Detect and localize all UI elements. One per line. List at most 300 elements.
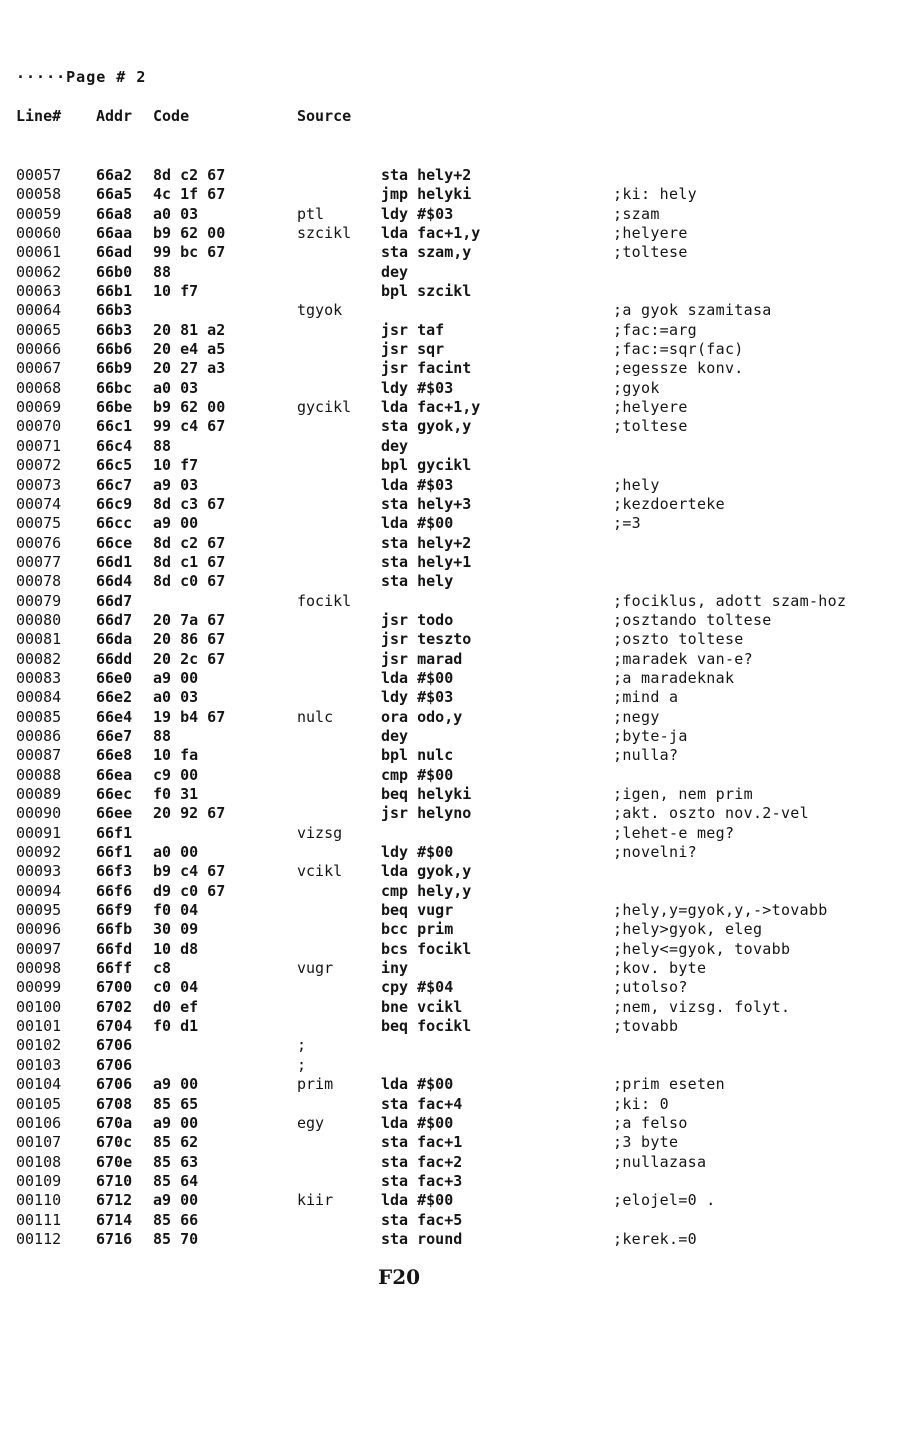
line-number: 00071	[16, 436, 62, 455]
source-instruction: sta fac+4	[381, 1094, 463, 1113]
line-number: 00099	[16, 978, 62, 997]
line-number: 00102	[16, 1036, 62, 1055]
line-number: 00110	[16, 1191, 62, 1210]
listing-row	[0, 379, 900, 398]
line-number: 00096	[16, 920, 62, 939]
address: 66ad	[96, 243, 133, 262]
machine-code: 20 92 67	[153, 804, 226, 823]
line-number: 00070	[16, 417, 62, 436]
line-number: 00085	[16, 707, 62, 726]
line-number: 00075	[16, 514, 62, 533]
address: 66e4	[96, 707, 133, 726]
listing-row	[0, 727, 900, 746]
source-instruction: lda fac+1,y	[381, 224, 481, 243]
address: 6710	[96, 1171, 133, 1190]
source-comment: ;osztando toltese	[613, 610, 772, 629]
source-comment: ;3 byte	[613, 1133, 679, 1152]
address: 66e7	[96, 726, 133, 745]
source-instruction: lda #$00	[381, 1191, 454, 1210]
machine-code: a0 00	[153, 843, 199, 862]
line-number: 00109	[16, 1171, 62, 1190]
machine-code: 85 64	[153, 1171, 199, 1190]
address: 66f6	[96, 881, 133, 900]
address: 66f1	[96, 823, 133, 842]
listing-row	[0, 804, 900, 823]
source-comment: ;kerek.=0	[613, 1229, 697, 1248]
listing-row	[0, 1172, 900, 1191]
assembly-listing	[0, 166, 900, 1249]
source-comment: ;igen, nem prim	[613, 785, 753, 803]
listing-row	[0, 224, 900, 243]
address: 66bc	[96, 378, 133, 397]
machine-code: 30 09	[153, 920, 199, 939]
line-number: 00067	[16, 359, 62, 378]
source-instruction: jsr taf	[381, 320, 445, 339]
listing-row	[0, 882, 900, 901]
source-comment: ;utolso?	[613, 978, 688, 997]
source-instruction: ora odo,y	[381, 707, 463, 726]
address: 66c5	[96, 456, 133, 475]
listing-row	[0, 340, 900, 359]
source-instruction: sta szam,y	[381, 243, 472, 262]
listing-row	[0, 572, 900, 591]
listing-row	[0, 843, 900, 862]
listing-row	[0, 650, 900, 669]
address: 6706	[96, 1055, 133, 1074]
machine-code: c9 00	[153, 765, 199, 784]
listing-row	[0, 1211, 900, 1230]
source-comment: ;hely>gyok, eleg	[613, 920, 763, 939]
source-comment: ;szam	[613, 204, 660, 223]
source-label: focikl	[297, 591, 352, 610]
address: 6714	[96, 1210, 133, 1229]
machine-code: 10 f7	[153, 282, 199, 301]
listing-row	[0, 959, 900, 978]
source-instruction: jsr sqr	[381, 340, 445, 359]
address: 66ee	[96, 804, 133, 823]
listing-row	[0, 1230, 900, 1249]
listing-row	[0, 1017, 900, 1036]
source-instruction: lda #$00	[381, 668, 454, 687]
line-number: 00104	[16, 1075, 62, 1094]
listing-row	[0, 359, 900, 378]
machine-code: 85 62	[153, 1133, 199, 1152]
listing-row	[0, 920, 900, 939]
machine-code: 99 bc 67	[153, 243, 226, 262]
source-instruction: bcc prim	[381, 920, 454, 939]
machine-code: b9 62 00	[153, 398, 226, 417]
line-number: 00086	[16, 726, 62, 745]
address: 66b1	[96, 282, 133, 301]
page-header: ·····Page # 2	[16, 68, 147, 86]
line-number: 00092	[16, 843, 62, 862]
source-label: prim	[297, 1075, 334, 1094]
listing-row	[0, 785, 900, 804]
source-label: ;	[297, 1036, 307, 1055]
machine-code: 85 66	[153, 1210, 199, 1229]
address: 66b3	[96, 301, 133, 320]
line-number: 00073	[16, 475, 62, 494]
column-header-source: Source	[297, 107, 352, 125]
source-instruction: sta fac+3	[381, 1171, 463, 1190]
source-comment: ;=3	[613, 514, 641, 533]
listing-row	[0, 553, 900, 572]
source-comment: ;novelni?	[613, 843, 697, 862]
address: 66da	[96, 630, 133, 649]
machine-code: 20 2c 67	[153, 649, 226, 668]
line-number: 00094	[16, 881, 62, 900]
listing-row	[0, 263, 900, 282]
source-comment: ;gyok	[613, 378, 660, 397]
address: 66d4	[96, 572, 133, 591]
source-comment: ;kezdoerteke	[613, 494, 725, 513]
source-comment: ;ki: hely	[613, 185, 697, 204]
line-number: 00106	[16, 1113, 62, 1132]
source-comment: ;kov. byte	[613, 959, 707, 978]
address: 66b0	[96, 262, 133, 281]
address: 66f9	[96, 901, 133, 920]
listing-row	[0, 1191, 900, 1210]
source-instruction: jsr teszto	[381, 630, 472, 649]
source-instruction: beq focikl	[381, 1017, 472, 1036]
address: 66b3	[96, 320, 133, 339]
machine-code: 10 d8	[153, 939, 199, 958]
machine-code: 99 c4 67	[153, 417, 226, 436]
listing-row	[0, 611, 900, 630]
source-comment: ;hely<=gyok, tovabb	[613, 939, 791, 958]
machine-code: c8	[153, 959, 172, 978]
machine-code: 8d c3 67	[153, 494, 226, 513]
source-comment: ;helyere	[613, 224, 688, 243]
line-number: 00066	[16, 340, 62, 359]
source-label: vizsg	[297, 823, 343, 842]
source-comment: ;egessze konv.	[613, 359, 744, 378]
address: 66c9	[96, 494, 133, 513]
machine-code: 88	[153, 262, 172, 281]
source-instruction: bpl nulc	[381, 746, 454, 765]
source-comment: ;nem, vizsg. folyt.	[613, 997, 791, 1016]
listing-row	[0, 534, 900, 553]
line-number: 00064	[16, 301, 62, 320]
source-instruction: lda #$03	[381, 475, 454, 494]
line-number: 00111	[16, 1210, 62, 1229]
line-number: 00087	[16, 746, 62, 765]
source-comment: ;fac:=sqr(fac)	[613, 340, 744, 359]
source-instruction: sta hely	[381, 572, 454, 591]
line-number: 00079	[16, 591, 62, 610]
address: 66f3	[96, 862, 133, 881]
address: 66fb	[96, 920, 133, 939]
source-instruction: sta hely+2	[381, 533, 472, 552]
address: 66cc	[96, 514, 133, 533]
source-label: szcikl	[297, 224, 352, 243]
source-instruction: lda #$00	[381, 1075, 454, 1094]
line-number: 00077	[16, 552, 62, 571]
address: 6702	[96, 997, 133, 1016]
source-comment: ;a maradeknak	[613, 668, 735, 687]
source-label: kiir	[297, 1191, 334, 1210]
line-number: 00103	[16, 1055, 62, 1074]
listing-row	[0, 630, 900, 649]
line-number: 00069	[16, 398, 62, 417]
address: 66a5	[96, 185, 133, 204]
machine-code: 10 f7	[153, 456, 199, 475]
address: 66fd	[96, 939, 133, 958]
source-instruction: jmp helyki	[381, 185, 472, 204]
line-number: 00098	[16, 959, 62, 978]
machine-code: a9 00	[153, 514, 199, 533]
source-comment: ;mind a	[613, 688, 679, 707]
listing-row	[0, 978, 900, 997]
machine-code: a9 00	[153, 1113, 199, 1132]
source-label: nulc	[297, 707, 334, 726]
machine-code: 20 86 67	[153, 630, 226, 649]
machine-code: 85 70	[153, 1229, 199, 1248]
address: 66d7	[96, 591, 133, 610]
source-instruction: lda #$00	[381, 1113, 454, 1132]
address: 6704	[96, 1017, 133, 1036]
address: 66be	[96, 398, 133, 417]
source-instruction: beq vugr	[381, 901, 454, 920]
address: 66e2	[96, 688, 133, 707]
source-instruction: jsr facint	[381, 359, 472, 378]
address: 670a	[96, 1113, 133, 1132]
source-comment: ;prim eseten	[613, 1075, 725, 1094]
address: 6712	[96, 1191, 133, 1210]
line-number: 00101	[16, 1017, 62, 1036]
address: 670e	[96, 1152, 133, 1171]
listing-row	[0, 456, 900, 475]
address: 66ec	[96, 785, 133, 803]
source-instruction: sta fac+1	[381, 1133, 463, 1152]
line-number: 00108	[16, 1152, 62, 1171]
address: 66ff	[96, 959, 133, 978]
listing-row	[0, 998, 900, 1017]
source-instruction: cmp #$00	[381, 765, 454, 784]
source-comment: ;negy	[613, 707, 660, 726]
source-instruction: cpy #$04	[381, 978, 454, 997]
address: 66f1	[96, 843, 133, 862]
listing-row	[0, 205, 900, 224]
source-comment: ;nulla?	[613, 746, 679, 765]
line-number: 00060	[16, 224, 62, 243]
page-footer: F20	[378, 1265, 421, 1289]
machine-code: d0 ef	[153, 997, 199, 1016]
listing-row	[0, 495, 900, 514]
listing-row	[0, 766, 900, 785]
source-comment: ;byte-ja	[613, 726, 688, 745]
machine-code: 85 65	[153, 1094, 199, 1113]
machine-code: 20 e4 a5	[153, 340, 226, 359]
machine-code: a9 00	[153, 668, 199, 687]
listing-row	[0, 166, 900, 185]
listing-row	[0, 417, 900, 436]
column-header-addr: Addr	[96, 107, 133, 125]
source-instruction: lda #$00	[381, 514, 454, 533]
machine-code: 8d c1 67	[153, 552, 226, 571]
line-number: 00088	[16, 765, 62, 784]
machine-code: 19 b4 67	[153, 707, 226, 726]
listing-row	[0, 437, 900, 456]
source-label: vugr	[297, 959, 334, 978]
source-instruction: ldy #$00	[381, 843, 454, 862]
machine-code: 10 fa	[153, 746, 199, 765]
listing-row	[0, 514, 900, 533]
source-instruction: bne vcikl	[381, 997, 463, 1016]
listing-row	[0, 1153, 900, 1172]
source-instruction: sta fac+2	[381, 1152, 463, 1171]
listing-row	[0, 1075, 900, 1094]
address: 6708	[96, 1094, 133, 1113]
source-instruction: sta fac+5	[381, 1210, 463, 1229]
address: 66a2	[96, 166, 133, 184]
machine-code: b9 62 00	[153, 224, 226, 243]
listing-row	[0, 282, 900, 301]
source-instruction: sta gyok,y	[381, 417, 472, 436]
machine-code: 8d c2 67	[153, 166, 226, 184]
listing-row	[0, 398, 900, 417]
address: 66dd	[96, 649, 133, 668]
line-number: 00081	[16, 630, 62, 649]
address: 66a8	[96, 204, 133, 223]
line-number: 00091	[16, 823, 62, 842]
address: 66e8	[96, 746, 133, 765]
line-number: 00084	[16, 688, 62, 707]
source-comment: ;oszto toltese	[613, 630, 744, 649]
address: 66c4	[96, 436, 133, 455]
machine-code: f0 31	[153, 785, 199, 803]
line-number: 00090	[16, 804, 62, 823]
source-instruction: sta hely+1	[381, 552, 472, 571]
source-comment: ;fociklus, adott szam-hoz	[613, 591, 847, 610]
listing-row	[0, 708, 900, 727]
line-number: 00082	[16, 649, 62, 668]
source-instruction: jsr todo	[381, 610, 454, 629]
address: 66d1	[96, 552, 133, 571]
source-comment: ;a gyok szamitasa	[613, 301, 772, 320]
source-instruction: sta hely+2	[381, 166, 472, 184]
source-instruction: ldy #$03	[381, 204, 454, 223]
listing-row	[0, 1114, 900, 1133]
source-instruction: dey	[381, 262, 409, 281]
source-instruction: dey	[381, 436, 409, 455]
source-comment: ;tovabb	[613, 1017, 679, 1036]
listing-row	[0, 901, 900, 920]
machine-code: f0 d1	[153, 1017, 199, 1036]
source-label: vcikl	[297, 862, 343, 881]
machine-code: 88	[153, 436, 172, 455]
listing-row	[0, 592, 900, 611]
source-comment: ;fac:=arg	[613, 320, 697, 339]
address: 66b9	[96, 359, 133, 378]
listing-row	[0, 476, 900, 495]
source-instruction: beq helyki	[381, 785, 472, 803]
source-comment: ;maradek van-e?	[613, 649, 753, 668]
listing-row	[0, 1095, 900, 1114]
address: 66ea	[96, 765, 133, 784]
machine-code: f0 04	[153, 901, 199, 920]
address: 6716	[96, 1229, 133, 1248]
source-instruction: bpl szcikl	[381, 282, 472, 301]
line-number: 00107	[16, 1133, 62, 1152]
machine-code: b9 c4 67	[153, 862, 226, 881]
address: 6706	[96, 1036, 133, 1055]
machine-code: d9 c0 67	[153, 881, 226, 900]
source-instruction: ldy #$03	[381, 688, 454, 707]
listing-row	[0, 301, 900, 320]
listing-row	[0, 862, 900, 881]
machine-code: 4c 1f 67	[153, 185, 226, 204]
machine-code: a0 03	[153, 204, 199, 223]
source-instruction: jsr marad	[381, 649, 463, 668]
address: 66c7	[96, 475, 133, 494]
source-comment: ;ki: 0	[613, 1094, 669, 1113]
line-number: 00068	[16, 378, 62, 397]
machine-code: c0 04	[153, 978, 199, 997]
machine-code: 20 27 a3	[153, 359, 226, 378]
line-number: 00095	[16, 901, 62, 920]
machine-code: 20 81 a2	[153, 320, 226, 339]
line-number: 00097	[16, 939, 62, 958]
machine-code: a9 00	[153, 1075, 199, 1094]
source-instruction: bpl gycikl	[381, 456, 472, 475]
address: 670c	[96, 1133, 133, 1152]
address: 6706	[96, 1075, 133, 1094]
source-label: egy	[297, 1113, 325, 1132]
machine-code: a9 03	[153, 475, 199, 494]
source-comment: ;a felso	[613, 1113, 688, 1132]
column-header-code: Code	[153, 107, 190, 125]
listing-row	[0, 746, 900, 765]
address: 66d7	[96, 610, 133, 629]
source-instruction: bcs focikl	[381, 939, 472, 958]
source-instruction: cmp hely,y	[381, 881, 472, 900]
address: 66b6	[96, 340, 133, 359]
line-number: 00059	[16, 204, 62, 223]
source-label: ptl	[297, 204, 325, 223]
source-instruction: ldy #$03	[381, 378, 454, 397]
source-comment: ;hely	[613, 475, 660, 494]
address: 66e0	[96, 668, 133, 687]
source-comment: ;hely,y=gyok,y,->tovabb	[613, 901, 828, 920]
line-number: 00058	[16, 185, 62, 204]
address: 66c1	[96, 417, 133, 436]
line-number: 00112	[16, 1229, 62, 1248]
source-comment: ;lehet-e meg?	[613, 823, 735, 842]
line-number: 00074	[16, 494, 62, 513]
line-number: 00100	[16, 997, 62, 1016]
line-number: 00076	[16, 533, 62, 552]
address: 66aa	[96, 224, 133, 243]
source-comment: ;akt. oszto nov.2-vel	[613, 804, 809, 823]
source-instruction: jsr helyno	[381, 804, 472, 823]
listing-row	[0, 185, 900, 204]
column-header-line: Line#	[16, 107, 62, 125]
listing-row	[0, 1036, 900, 1055]
listing-row	[0, 669, 900, 688]
listing-row	[0, 688, 900, 707]
line-number: 00089	[16, 785, 62, 803]
machine-code: a9 00	[153, 1191, 199, 1210]
listing-row	[0, 321, 900, 340]
machine-code: 88	[153, 726, 172, 745]
line-number: 00080	[16, 610, 62, 629]
listing-row	[0, 1133, 900, 1152]
listing-row	[0, 1056, 900, 1075]
listing-row	[0, 940, 900, 959]
line-number: 00105	[16, 1094, 62, 1113]
address: 6700	[96, 978, 133, 997]
